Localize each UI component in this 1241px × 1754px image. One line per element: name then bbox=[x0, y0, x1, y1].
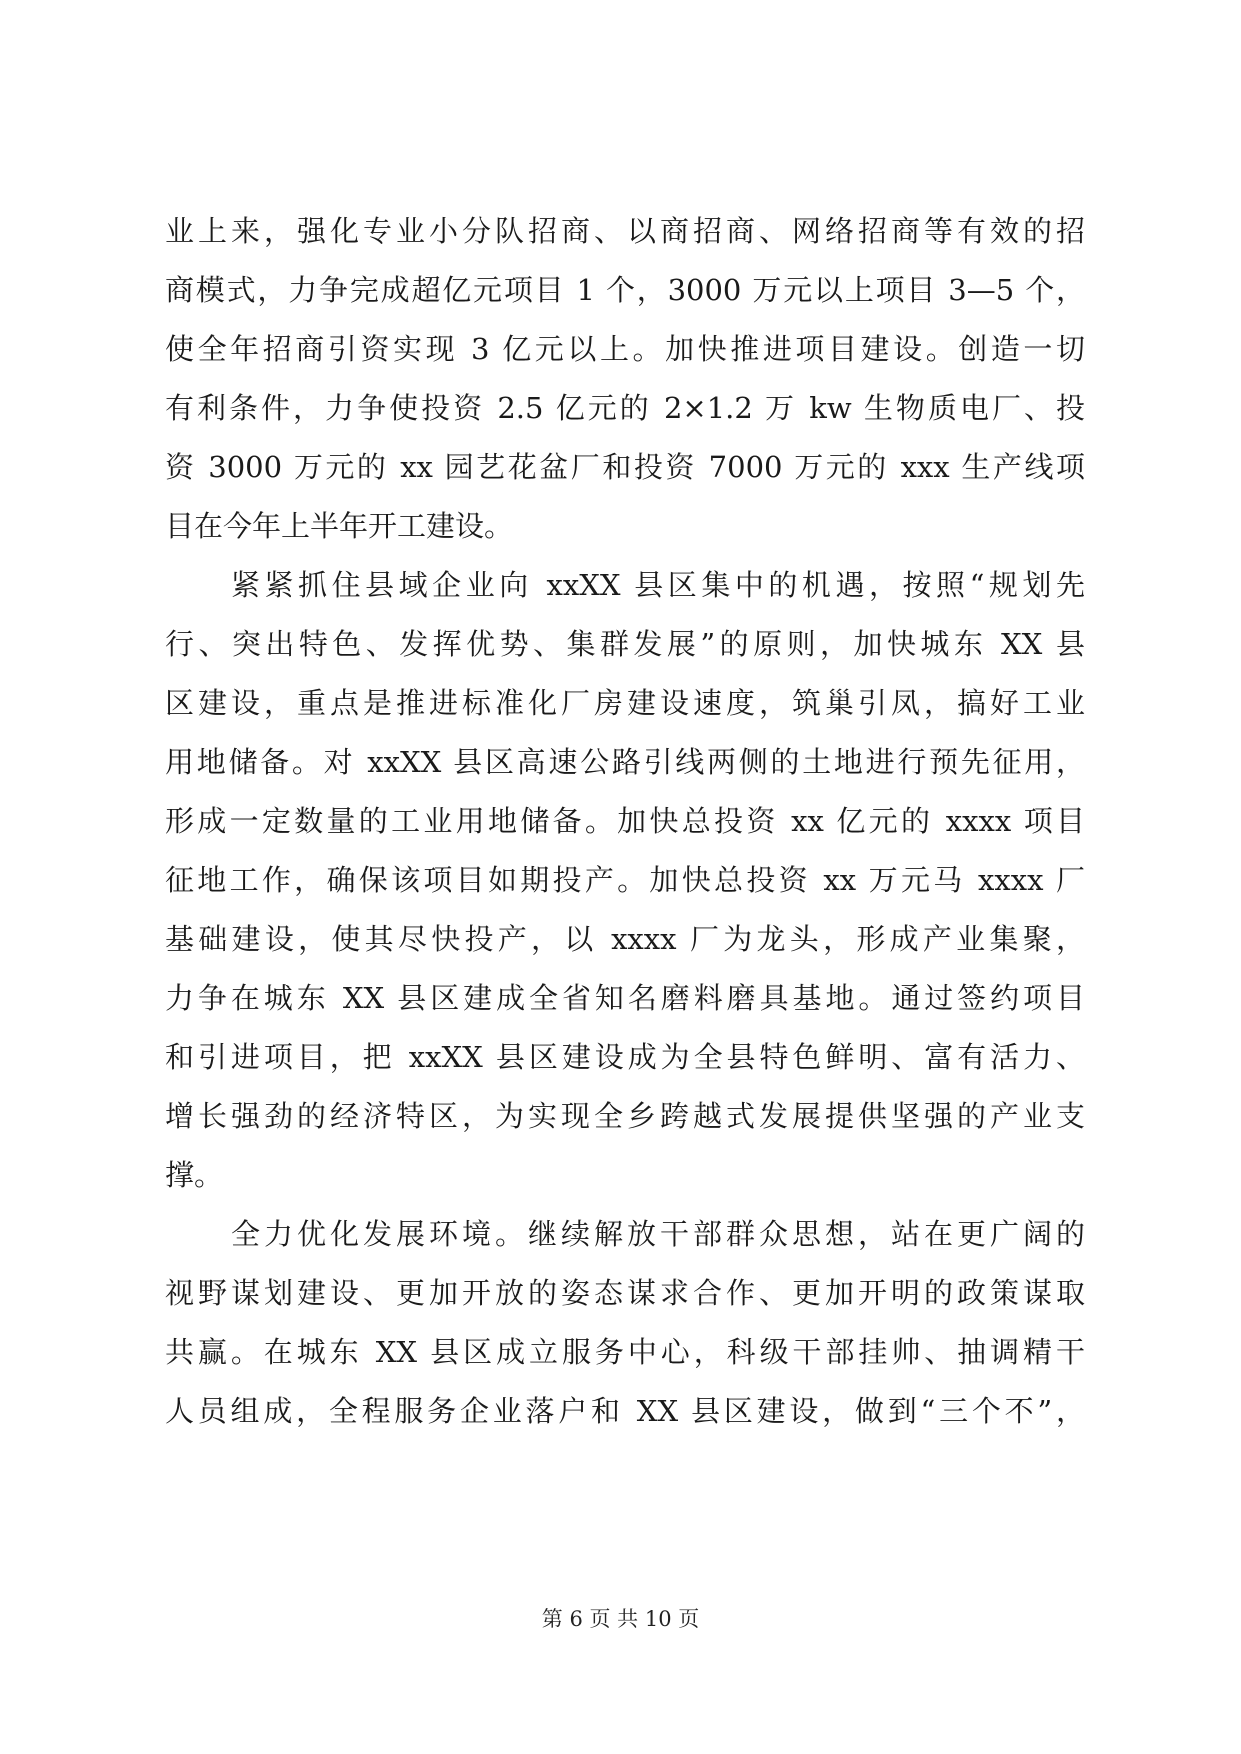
body-text-line: 资 3000 万元的 xx 园艺花盆厂和投资 7000 万元的 xxx 生产线项 bbox=[165, 450, 1085, 484]
body-text-line: 和引进项目，把 xxXX 县区建设成为全县特色鲜明、富有活力、 bbox=[165, 1040, 1085, 1074]
body-text-line: 区建设，重点是推进标准化厂房建设速度，筑巢引凤，搞好工业 bbox=[165, 686, 1085, 720]
page-number-footer: 第 6 页 共 10 页 bbox=[541, 1607, 700, 1631]
body-text-line: 人员组成，全程服务企业落户和 XX 县区建设，做到“三个不”， bbox=[165, 1394, 1085, 1428]
body-text-line: 商模式，力争完成超亿元项目 1 个，3000 万元以上项目 3—5 个， bbox=[165, 273, 1085, 307]
body-text-line: 撑。 bbox=[165, 1158, 224, 1192]
body-text-line: 目在今年上半年开工建设。 bbox=[165, 509, 514, 543]
paragraph-first-line: 全力优化发展环境。继续解放干部群众思想，站在更广阔的 bbox=[231, 1217, 1085, 1251]
body-text-line: 用地储备。对 xxXX 县区高速公路引线两侧的土地进行预先征用， bbox=[165, 745, 1085, 779]
body-text-line: 有利条件，力争使投资 2.5 亿元的 2×1.2 万 kw 生物质电厂、投 bbox=[165, 391, 1085, 425]
body-text-line: 使全年招商引资实现 3 亿元以上。加快推进项目建设。创造一切 bbox=[165, 332, 1085, 366]
body-text-line: 增长强劲的经济特区，为实现全乡跨越式发展提供坚强的产业支 bbox=[165, 1099, 1085, 1133]
body-text-line: 形成一定数量的工业用地储备。加快总投资 xx 亿元的 xxxx 项目 bbox=[165, 804, 1085, 838]
paragraph-first-line: 紧紧抓住县域企业向 xxXX 县区集中的机遇，按照“规划先 bbox=[231, 568, 1085, 602]
body-text-line: 征地工作，确保该项目如期投产。加快总投资 xx 万元马 xxxx 厂 bbox=[165, 863, 1085, 897]
body-text-line: 业上来，强化专业小分队招商、以商招商、网络招商等有效的招 bbox=[165, 214, 1085, 248]
body-text-line: 行、突出特色、发挥优势、集群发展”的原则，加快城东 XX 县 bbox=[165, 627, 1085, 661]
body-text-line: 共赢。在城东 XX 县区成立服务中心，科级干部挂帅、抽调精干 bbox=[165, 1335, 1085, 1369]
body-text-line: 基础建设，使其尽快投产，以 xxxx 厂为龙头，形成产业集聚， bbox=[165, 922, 1085, 956]
body-text-line: 视野谋划建设、更加开放的姿态谋求合作、更加开明的政策谋取 bbox=[165, 1276, 1085, 1310]
body-text-line: 力争在城东 XX 县区建成全省知名磨料磨具基地。通过签约项目 bbox=[165, 981, 1085, 1015]
